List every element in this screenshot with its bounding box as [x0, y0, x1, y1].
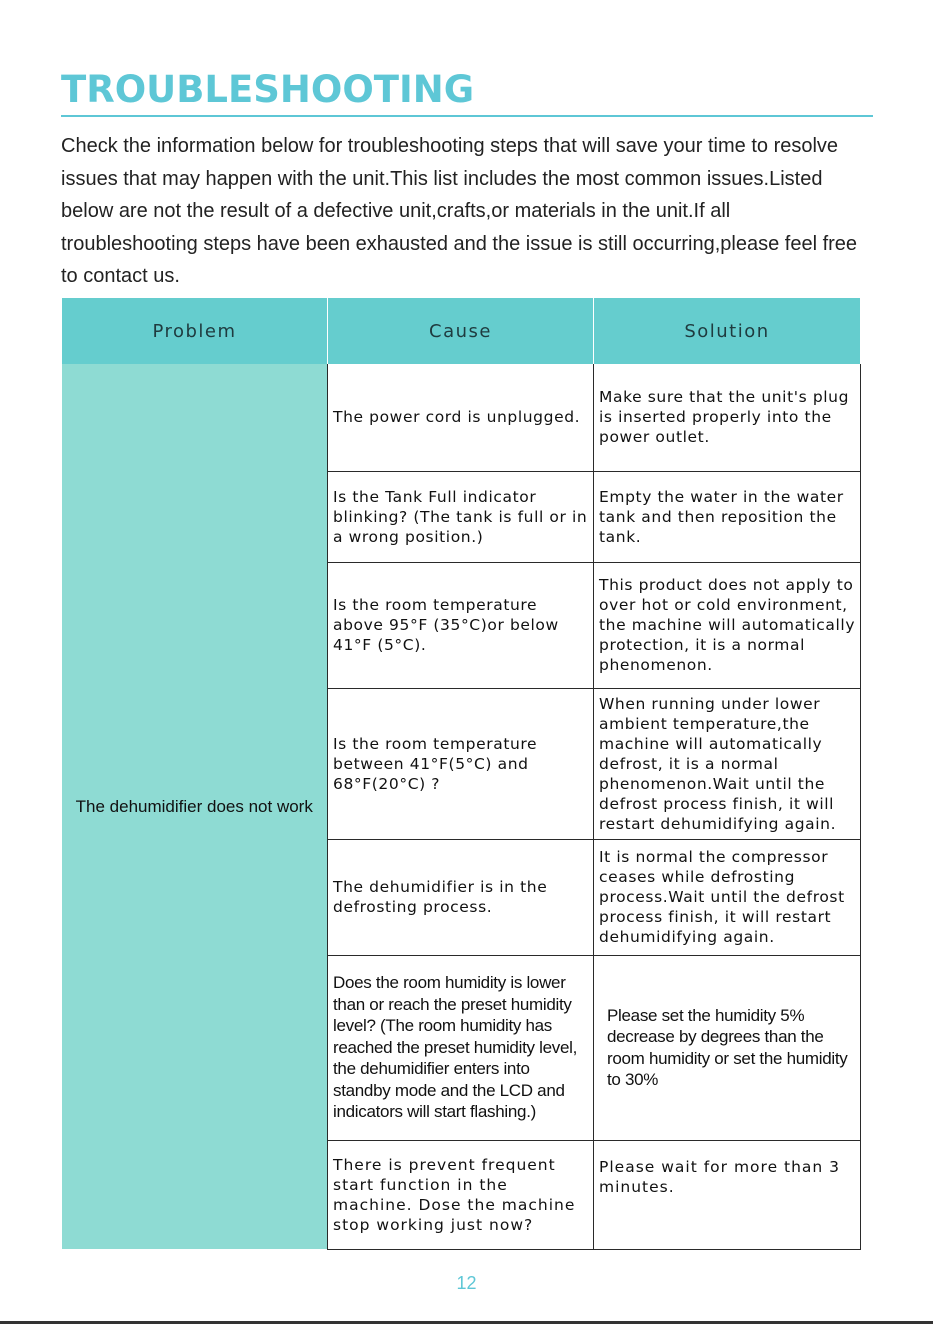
page-number: 12	[456, 1273, 477, 1293]
troubleshooting-table	[61, 298, 861, 1250]
title-divider	[61, 115, 873, 117]
cause-cell: There is prevent frequent start function in the machine. Dose the machine stop working just now?	[328, 1140, 594, 1249]
problem-cell: The dehumidifier does not work	[62, 364, 328, 1249]
cause-cell: The dehumidifier is in the defrosting process.	[328, 839, 594, 955]
solution-cell: It is normal the compressor ceases while defrosting process.Wait until the defrost process finish, it will restart dehumidifying again.	[594, 839, 861, 955]
header-solution: Solution	[594, 298, 861, 364]
solution-cell: Please wait for more than 3 minutes.	[594, 1140, 861, 1249]
solution-cell: Empty the water in the water tank and then reposition the tank.	[594, 471, 861, 562]
header-cause: Cause	[328, 298, 594, 364]
solution-cell: Make sure that the unit's plug is inserted properly into the power outlet.	[594, 364, 861, 471]
table-header-row	[62, 298, 861, 364]
solution-cell: Please set the humidity 5% decrease by degrees than the room humidity or set the humidity to 30%	[594, 955, 861, 1140]
table-row	[62, 364, 861, 471]
solution-cell: This product does not apply to over hot or cold environment, the machine will automatically protection, it is a normal phenomenon.	[594, 562, 861, 688]
cause-cell: Does the room humidity is lower than or reach the preset humidity level? (The room humidity has reached the preset humidity level, the dehumidifier enters into standby mode and the LCD and indicators will start flashing.)	[328, 955, 594, 1140]
solution-cell: When running under lower ambient temperature,the machine will automatically defrost, it is a normal phenomenon.Wait until the defrost process finish, it will restart dehumidifying again.	[594, 688, 861, 839]
cause-cell: The power cord is unplugged.	[328, 364, 594, 471]
cause-cell: Is the room temperature between 41°F(5°C) and 68°F(20°C) ?	[328, 688, 594, 839]
intro-paragraph: Check the information below for troubleshooting steps that will save your time to resolve issues that may happen with the unit.This list includes the most common issues.Listed below are not the result of a defective unit,crafts,or materials in the unit.If all troubleshooting steps have been exhausted and the issue is still occurring,please feel free to contact us.	[61, 135, 858, 287]
cause-cell: Is the room temperature above 95°F (35°C)or below 41°F (5°C).	[328, 562, 594, 688]
page-title: TROUBLESHOOTING	[61, 68, 475, 111]
header-problem: Problem	[62, 298, 328, 364]
cause-cell: Is the Tank Full indicator blinking? (The tank is full or in a wrong position.)	[328, 471, 594, 562]
